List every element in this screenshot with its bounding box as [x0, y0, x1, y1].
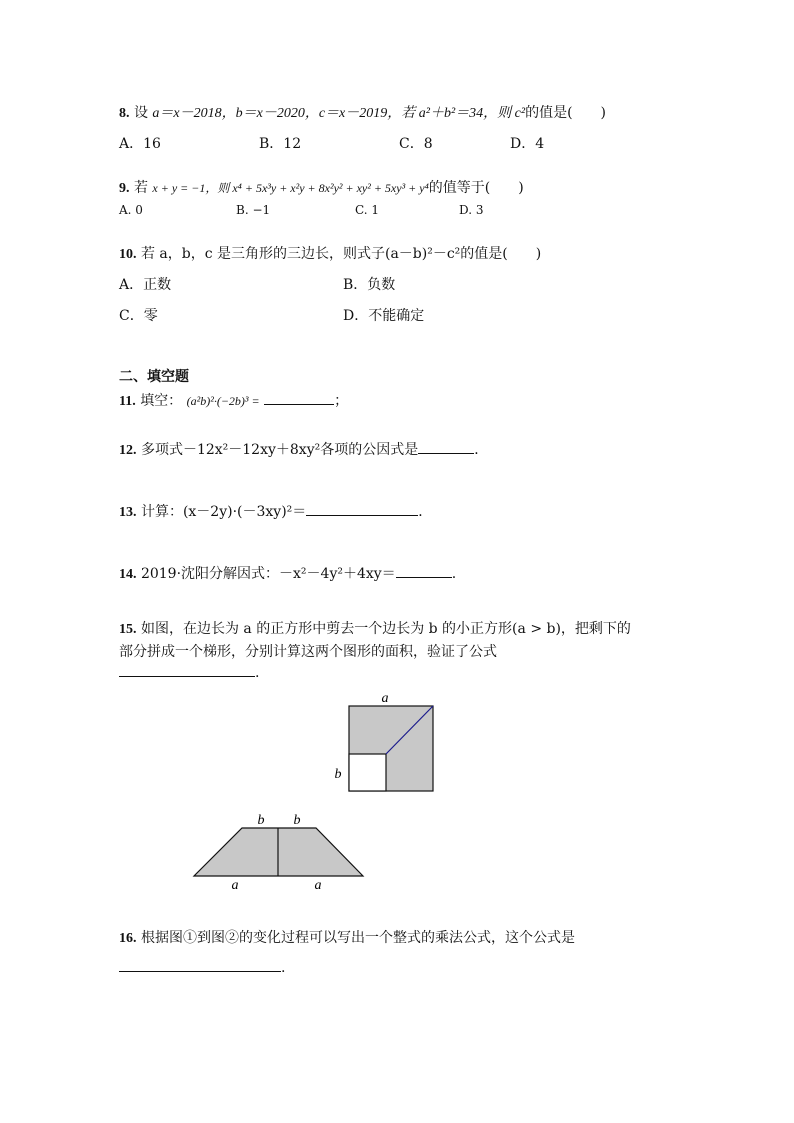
q8-stem-suffix: 的值是( ): [525, 105, 607, 121]
q14-answer-blank[interactable]: [396, 563, 452, 578]
q15-line1-text: 如图，在边长为 a 的正方形中剪去一个边长为 b 的小正方形(a > b)，把剩下的: [140, 621, 631, 637]
q9-number: 9.: [119, 181, 130, 196]
q15-number: 15.: [119, 622, 137, 637]
q13-stem-text: 计算：(x－2y)·(－3xy)²＝: [140, 504, 307, 520]
q10-number: 10.: [119, 247, 137, 262]
q13-stem: [119, 501, 432, 522]
square-side-label: b: [334, 767, 342, 782]
q8-option-c: C．8: [399, 136, 433, 152]
q9-option-a: A. 0: [119, 203, 143, 217]
q15-line3: [119, 662, 259, 682]
q10-stem-text: 若 a，b，c 是三角形的三边长，则式子(a－b)²－c²的值是( ): [140, 246, 542, 262]
trapezoid-bottom-left-label: a: [231, 878, 239, 893]
q14-tail: .: [451, 566, 457, 582]
q8-option-b: B．12: [259, 136, 302, 152]
q12-stem: [119, 439, 488, 460]
q12-stem-text: 多项式－12x²－12xy＋8xy²各项的公因式是: [140, 442, 419, 458]
q13-tail: ．: [418, 504, 433, 520]
q11-expr: (a²b)²·(−2b)³ =: [186, 394, 260, 408]
q9-stem-prefix: 若: [133, 180, 148, 196]
q16-number: 16.: [119, 931, 137, 946]
q9-stem-math: x + y = −1，则 x⁴ + 5x³y + x²y + 8x²y² + xy² + 5xy³ + y⁴: [152, 181, 429, 195]
q10-option-c: C．零: [119, 308, 158, 324]
q16-answer-blank[interactable]: [119, 957, 281, 972]
q10-stem: [119, 245, 541, 264]
q12-tail: ．: [474, 442, 489, 458]
q8-option-d: D．4: [510, 136, 545, 152]
q9-option-b: B. −1: [236, 203, 271, 217]
q8-stem-math: a＝x－2018，b＝x－2020，c＝x－2019，若 a²＋b²＝34，则 c²: [152, 106, 526, 121]
q12-answer-blank[interactable]: [418, 439, 474, 454]
trapezoid-top-left-label: b: [257, 813, 265, 828]
small-square-cutout: [349, 754, 386, 791]
q10-option-d: D．不能确定: [343, 308, 425, 324]
q9-stem: [119, 179, 524, 198]
q12-number: 12.: [119, 443, 137, 458]
q15-tail: .: [255, 665, 260, 681]
q9-option-d: D. 3: [459, 203, 484, 217]
q13-number: 13.: [119, 505, 137, 520]
trapezoid-figure: [185, 808, 375, 893]
q8-stem: [119, 104, 606, 123]
square-top-label: a: [381, 691, 389, 706]
q10-option-a: A．正数: [119, 277, 172, 293]
q16-tail: .: [281, 960, 286, 976]
q14-stem-text: 2019·沈阳分解因式：－x²－4y²＋4xy＝: [140, 566, 396, 582]
square-figure: [330, 688, 450, 798]
q16-line2: [119, 957, 285, 977]
q8-stem-prefix: 设: [133, 105, 148, 121]
q8-option-a: A．16: [119, 136, 161, 152]
q11-number: 11.: [119, 394, 136, 409]
section-title-fill-in: 二、填空题: [119, 369, 189, 385]
q10-option-b: B．负数: [343, 277, 396, 293]
q8-number: 8.: [119, 106, 130, 121]
trapezoid-bottom-right-label: a: [314, 878, 322, 893]
q15-answer-blank[interactable]: [119, 662, 255, 677]
q16-stem: [119, 929, 575, 948]
trapezoid-top-right-label: b: [293, 813, 301, 828]
q9-option-c: C. 1: [355, 203, 380, 217]
q13-answer-blank[interactable]: [306, 501, 418, 516]
q11-answer-blank[interactable]: [264, 390, 334, 405]
q14-number: 14.: [119, 567, 137, 582]
q15-line2: 部分拼成一个梯形，分别计算这两个图形的面积，验证了公式: [119, 644, 497, 660]
q11-label: 填空：: [140, 393, 183, 409]
q11-tail: ；: [334, 393, 349, 409]
q16-stem-text: 根据图①到图②的变化过程可以写出一个整式的乘法公式，这个公式是: [140, 930, 575, 946]
q9-stem-suffix: 的值等于( ): [428, 180, 524, 196]
q11-stem: [119, 390, 348, 411]
q15-line1: [119, 620, 631, 639]
q14-stem: [119, 563, 456, 584]
